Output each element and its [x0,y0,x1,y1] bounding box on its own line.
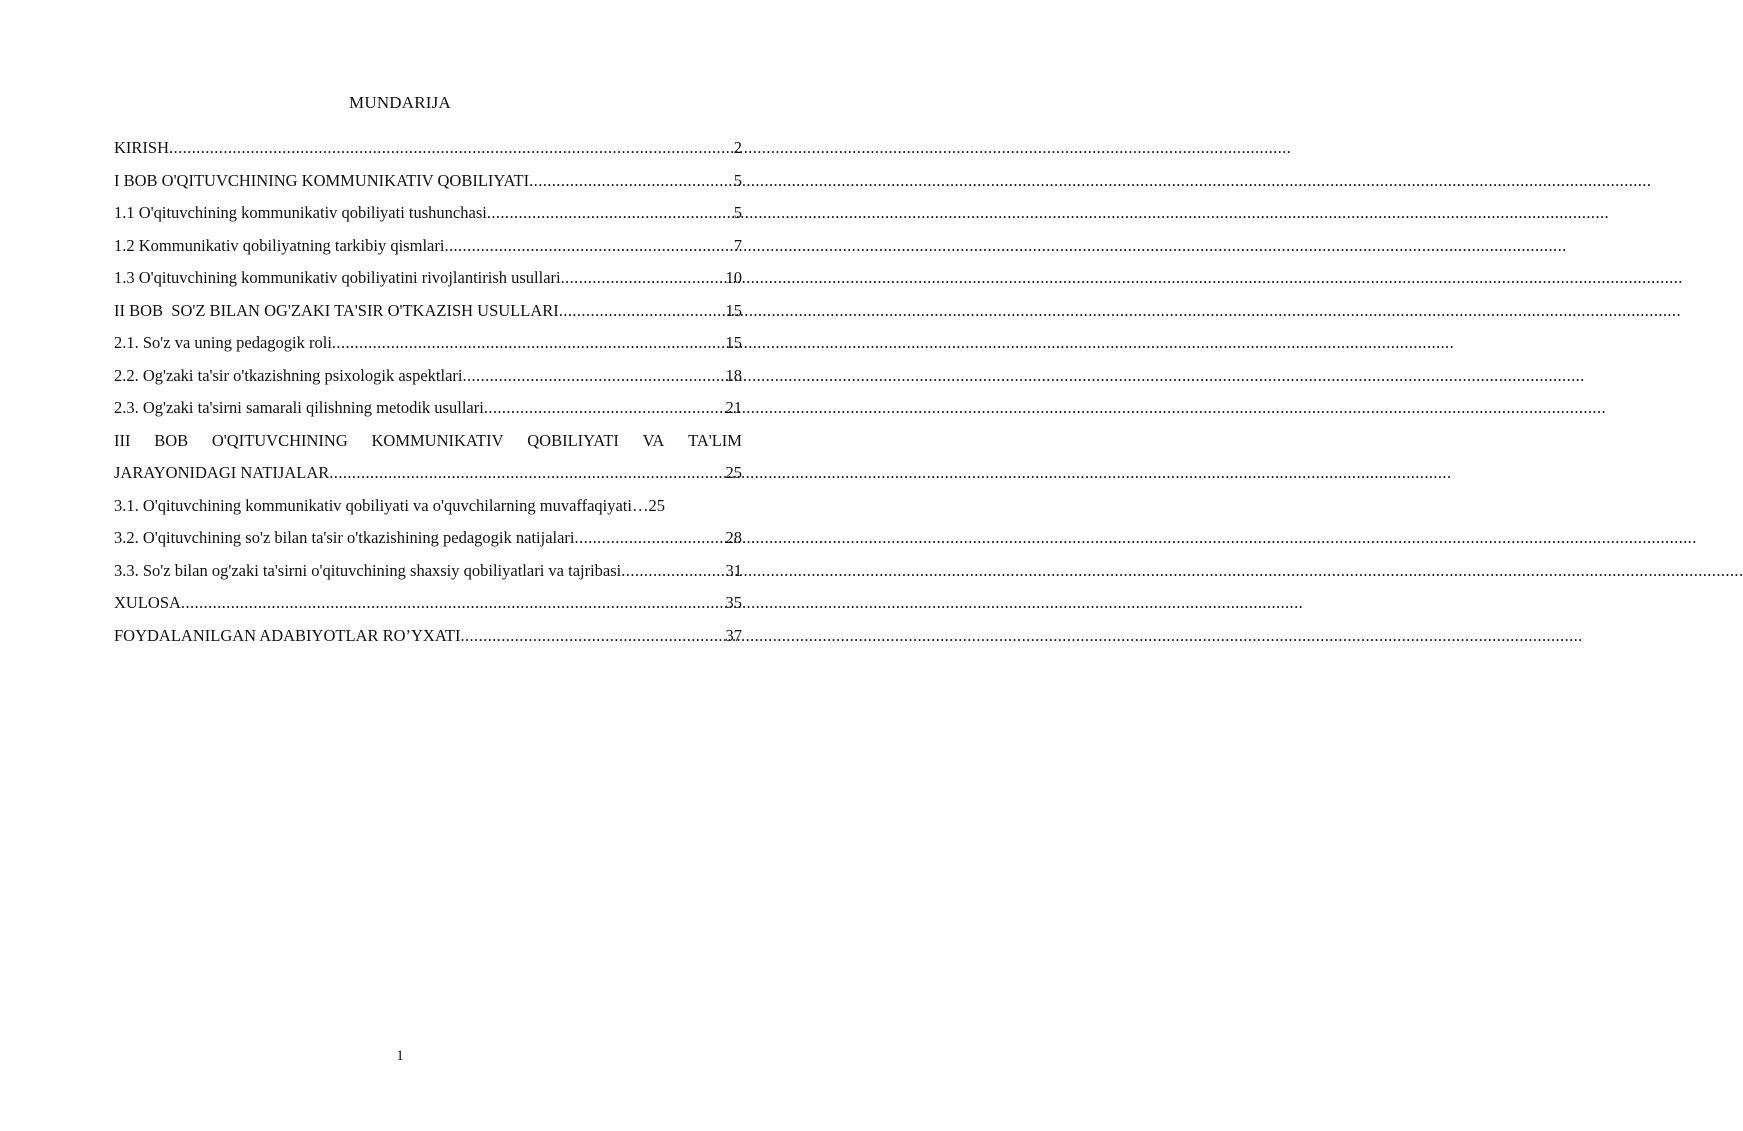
toc-entry-page: 5 [733,203,742,222]
page-title: MUNDARIJA [349,93,451,112]
toc-entry-chapter-3[interactable] [114,431,742,496]
toc-entry-3-3[interactable] [114,561,742,594]
toc-entry-1-3[interactable] [114,268,742,301]
toc-leader-dots [332,333,726,353]
toc-leader-dots [181,593,726,613]
toc-entry-2-2[interactable] [114,366,742,399]
toc-entry-title-line-2 [114,463,742,496]
toc-entry-title: 3.2. O'qituvchining so'z bilan ta'sir o'tkazishining pedagogik natijalari [114,528,575,547]
toc-entry-page: 31 [725,560,742,580]
toc-entry-title: 2.3. Og'zaki ta'sirni samarali qilishning metodik usullari [114,398,484,417]
table-of-contents [114,138,742,658]
toc-entry-3-1[interactable] [114,496,742,529]
toc-entry-page: 15 [725,300,742,320]
toc-entry-title: I BOB O'QITUVCHINING KOMMUNIKATIV QOBILIYATI [114,170,530,190]
toc-word: VA [642,430,665,450]
toc-entry-page: 10 [725,268,742,287]
toc-entry-1-1[interactable] [114,203,742,236]
toc-entry-2-1[interactable] [114,333,742,366]
toc-leader-dots [621,561,725,581]
toc-leader-dots [559,301,726,321]
toc-entry-title: 1.3 O'qituvchining kommunikativ qobiliyatini rivojlantirish usullari [114,268,561,287]
toc-entry-page: 5 [733,170,742,190]
toc-leader-dots [561,268,726,288]
toc-entry-xulosa[interactable] [114,593,742,626]
toc-leader-dots [460,626,725,646]
toc-leader-dots [329,463,725,483]
toc-entry-title: XULOSA [114,593,181,612]
toc-entry-title: KIRISH [114,138,170,157]
toc-word: O'QITUVCHINING [211,430,348,450]
toc-entry-1-2[interactable] [114,236,742,269]
toc-entry-page: 21 [725,398,742,417]
toc-entry-title: 2.2. Og'zaki ta'sir o'tkazishning psixologik aspektlari [114,365,463,385]
toc-entry-title: 3.3. So'z bilan og'zaki ta'sirni o'qituvchining shaxsiy qobiliyatlari va tajribasi [114,560,622,580]
toc-entry-page: 37 [725,625,742,645]
toc-entry-title: 3.1. O'qituvchining kommunikativ qobiliyati va o'quvchilarning muvaffaqiyati… [114,495,649,515]
toc-entry-title: FOYDALANILGAN ADABIYOTLAR RO’YXATI [114,625,461,645]
toc-entry-title: 2.1. So'z va uning pedagogik roli [114,333,332,352]
toc-entry-title: II BOB SO'Z BILAN OG'ZAKI TA'SIR O'TKAZISH USULLARI [114,300,559,320]
toc-entry-page: 25 [725,463,742,482]
toc-entry-2-3[interactable] [114,398,742,431]
toc-entry-page: 15 [725,333,742,352]
toc-entry-chapter-2[interactable] [114,301,742,334]
toc-word: BOB [154,430,189,450]
toc-entry-page: 28 [725,528,742,547]
toc-entry-title-line-1 [114,431,742,464]
toc-entry-3-2[interactable] [114,528,742,561]
toc-entry-page: 35 [725,593,742,612]
toc-entry-references[interactable] [114,626,742,659]
toc-word: KOMMUNIKATIV [371,430,504,450]
toc-entry-title: JARAYONIDAGI NATIJALAR [114,463,330,482]
toc-entry-title: 1.2 Kommunikativ qobiliyatning tarkibiy qismlari [114,235,445,255]
toc-leader-dots [484,398,726,418]
toc-leader-dots [462,366,725,386]
toc-entry-page: 7 [733,235,742,255]
toc-leader-dots [487,203,734,223]
toc-entry-page: 18 [725,365,742,385]
toc-leader-dots [575,528,726,548]
toc-leader-dots [169,138,734,158]
toc-word: III [114,430,131,450]
page-number: 1 [396,1048,404,1064]
toc-word: QOBILIYATI [527,430,619,450]
toc-entry-page: 2 [733,138,742,157]
toc-entry-page: 25 [648,495,665,515]
toc-word: TA'LIM [688,430,742,450]
toc-leader-dots [529,171,734,191]
toc-entry-chapter-1[interactable] [114,171,742,204]
toc-entry-title: 1.1 O'qituvchining kommunikativ qobiliyati tushunchasi [114,203,487,222]
toc-entry-kirish[interactable] [114,138,742,171]
toc-leader-dots [444,236,733,256]
